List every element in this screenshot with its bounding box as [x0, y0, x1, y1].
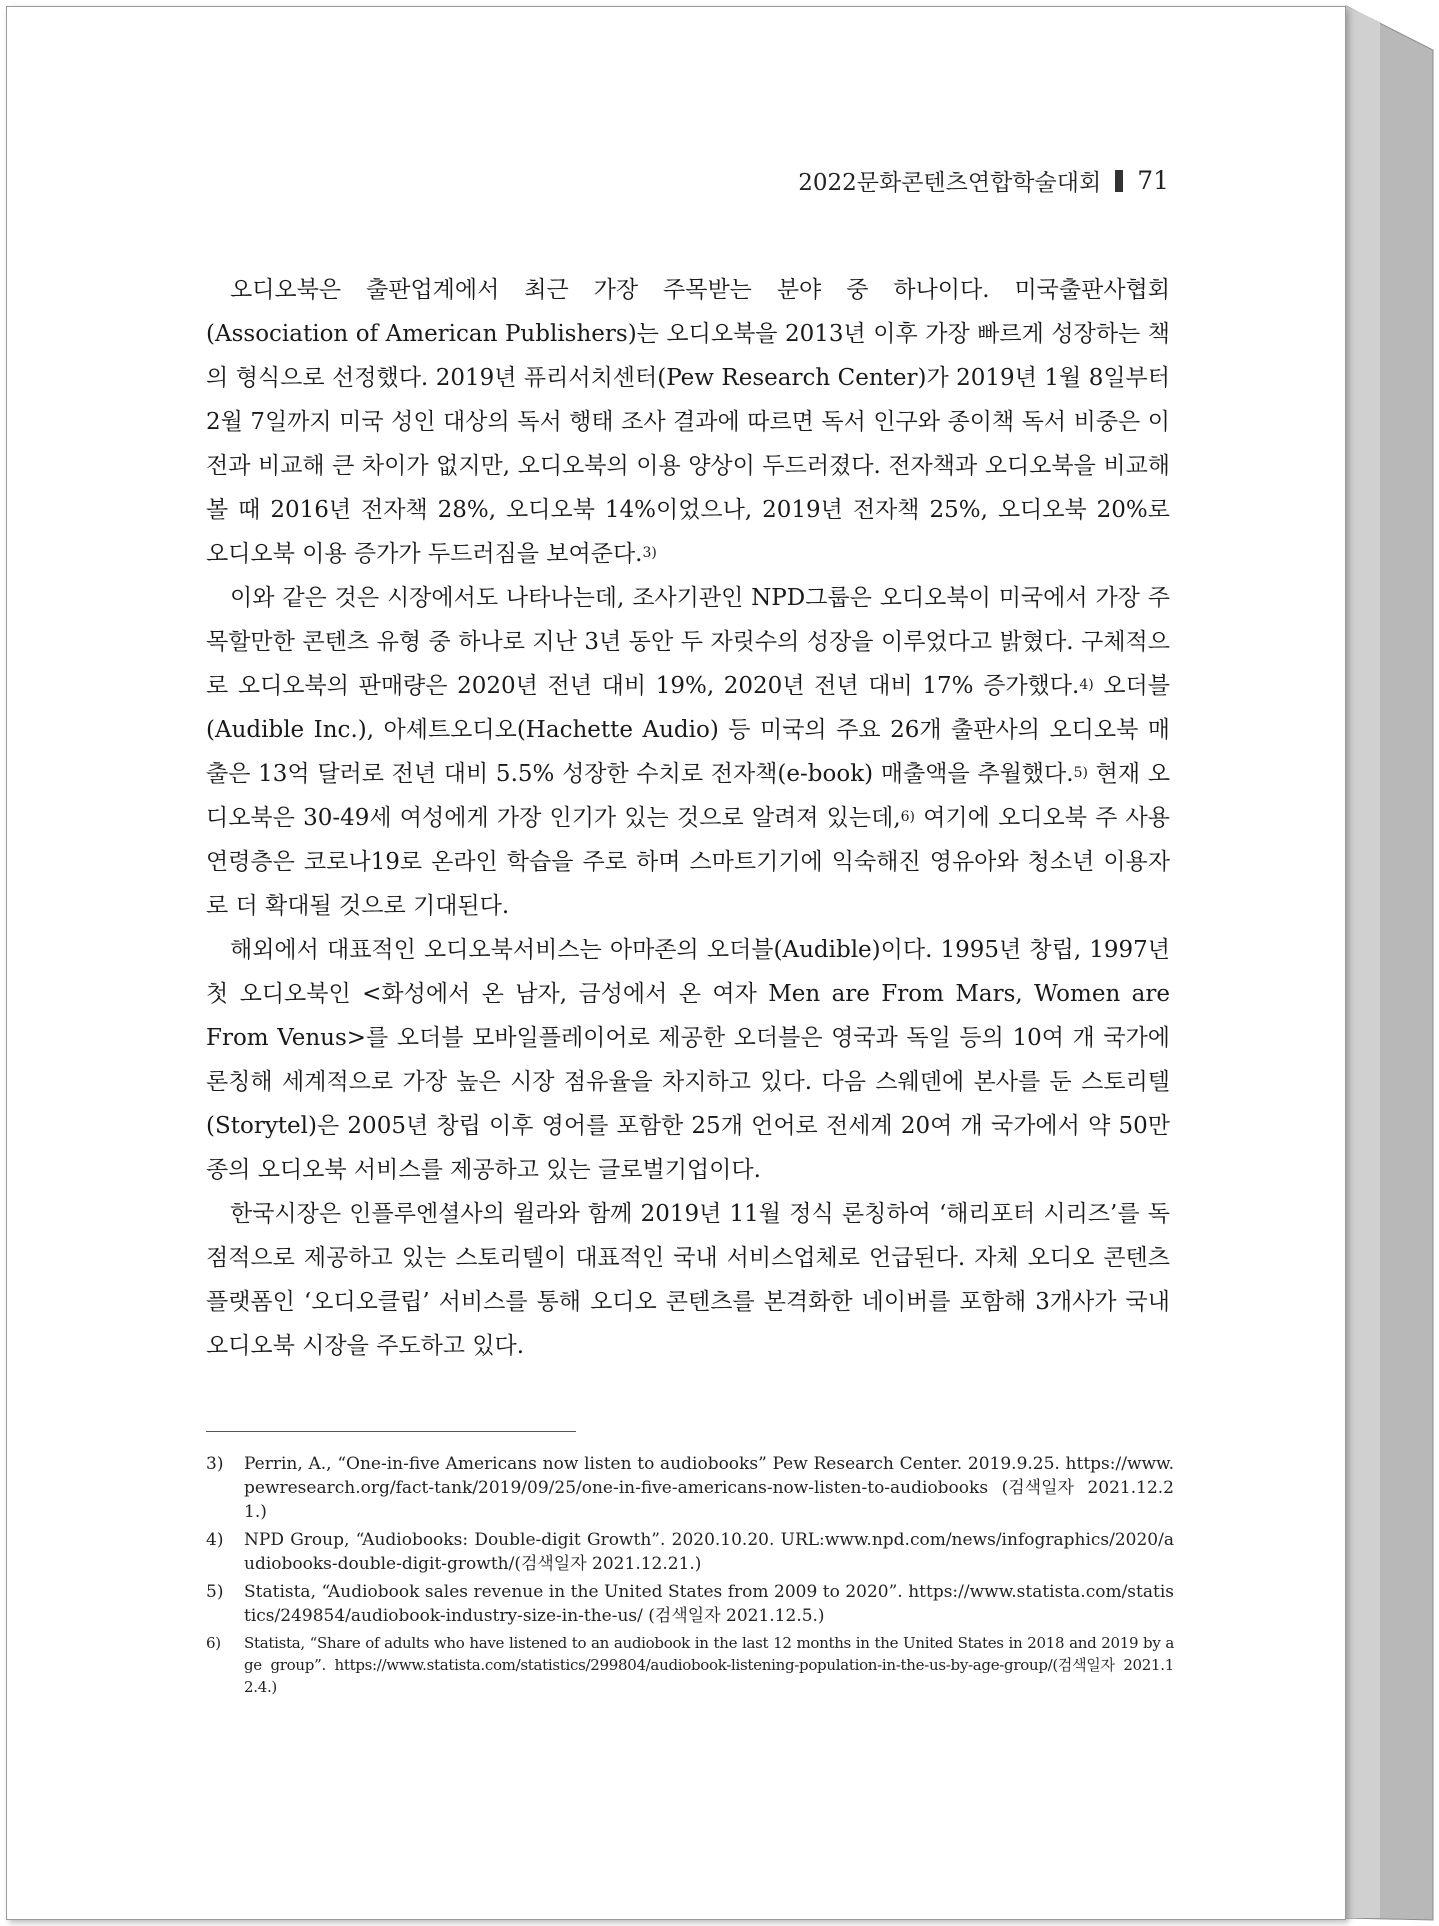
paragraph-text: 한국시장은 인플루엔셜사의 윌라와 함께 2019년 11월 정식 론칭하여 ‘해리포터 시리즈’를 독점적으로 제공하고 있는 스토리텔이 대표적인 국내 서비스업체로 언급된다. 자체 오디오 콘텐츠 플랫폼인 ‘오디오클립’ 서비스를 통해 오디오 콘텐츠를 본격화한 네이버를 포함해 3개사가 국내 오디오북 시장을 주도하고 있다.	[206, 1201, 1170, 1359]
paragraph-text: 오디오북은 출판업계에서 최근 가장 주목받는 분야 중 하나이다. 미국출판사협회(Association of American Publishers)는 오디오북을 2013년 이후 가장 빠르게 성장하는 책의 형식으로 선정했다. 2019년 퓨리서치센터(Pew Research Center)가 2019년 1월 8일부터 2월 7일까지 미국 성인 대상의 독서 행태 조사 결과에 따르면 독서 인구와 종이책 독서 비중은 이전과 비교해 큰 차이가 없지만, 오디오북의 이용 양상이 두드러졌다. 전자책과 오디오북을 비교해 볼 때 2016년 전자책 28%, 오디오북 14%이었으나, 2019년 전자책 25%, 오디오북 20%로 오디오북 이용 증가가 두드러짐을 보여준다.	[206, 277, 1170, 567]
footnote-number: 6)	[206, 1634, 221, 1652]
footnotes	[206, 1452, 1174, 1702]
paragraph	[206, 1192, 1170, 1368]
footnote	[206, 1528, 1174, 1576]
paragraph	[206, 268, 1170, 576]
paragraph-text: 여기에 오디오북 주 사용 연령층은 코로나19로 온라인 학습을 주로 하며 스마트기기에 익숙해진 영유아와 청소년 이용자로 더 확대될 것으로 기대된다.	[206, 805, 1170, 919]
paragraph	[206, 928, 1170, 1192]
running-header	[798, 164, 1169, 197]
page-number: 71	[1137, 166, 1169, 195]
footnote-text: Perrin, A., “One-in-five Americans now listen to audiobooks” Pew Research Center. 2019.9.25. https://www.pewresearch.org/fact-tank/2019/09/25/one-in-five-americans-now-listen-to-audiobooks (검색일자 2021.12.21.)	[244, 1454, 1174, 1522]
footnote-divider	[206, 1431, 576, 1432]
header-separator-bar	[1115, 170, 1123, 192]
footnote	[206, 1580, 1174, 1628]
paragraph-text: 해외에서 대표적인 오디오북서비스는 아마존의 오더블(Audible)이다. 1995년 창립, 1997년 첫 오디오북인 <화성에서 온 남자, 금성에서 온 여자 Men are From Mars, Women are From Venus>를 오더블 모바일플레이어로 제공한 오더블은 영국과 독일 등의 10여 개 국가에 론칭해 세계적으로 가장 높은 시장 점유율을 차지하고 있다. 다음 스웨덴에 본사를 둔 스토리텔(Storytel)은 2005년 창립 이후 영어를 포함한 25개 언어로 전세계 20여 개 국가에서 약 50만 종의 오디오북 서비스를 제공하고 있는 글로벌기업이다.	[206, 937, 1170, 1183]
footnote-ref[interactable]: 5)	[1073, 765, 1088, 781]
footnote	[206, 1452, 1174, 1524]
footnote-text: Statista, “Share of adults who have listened to an audiobook in the last 12 months in the United States in 2018 and 2019 by age group”. https://www.statista.com/statistics/299804/audiobook-listening-population-in-the-us-by-age-group/(검색일자 2021.12.4.)	[244, 1634, 1174, 1696]
footnote-ref[interactable]: 3)	[642, 545, 657, 561]
paragraph	[206, 576, 1170, 928]
footnote-text: NPD Group, “Audiobooks: Double-digit Growth”. 2020.10.20. URL:www.npd.com/news/infographics/2020/audiobooks-double-digit-growth/(검색일자 2021.12.21.)	[244, 1530, 1174, 1574]
paragraph-text: 현재 오디오북은 30-49세 여성에게 가장 인기가 있는 것으로 알려져 있는데,	[206, 761, 1170, 831]
footnote	[206, 1632, 1174, 1698]
body-text	[206, 268, 1170, 1368]
paragraph-text: 이와 같은 것은 시장에서도 나타나는데, 조사기관인 NPD그룹은 오디오북이 미국에서 가장 주목할만한 콘텐츠 유형 중 하나로 지난 3년 동안 두 자릿수의 성장을 이루었다고 밝혔다. 구체적으로 오디오북의 판매량은 2020년 전년 대비 19%, 2020년 전년 대비 17% 증가했다.	[206, 585, 1170, 699]
footnote-number: 5)	[206, 1582, 224, 1602]
footnote-ref[interactable]: 6)	[900, 809, 916, 825]
footnote-ref[interactable]: 4)	[1079, 677, 1094, 693]
footnote-number: 3)	[206, 1454, 224, 1474]
footnote-number: 4)	[206, 1530, 224, 1550]
running-title: 2022문화콘텐츠연합학술대회	[798, 170, 1102, 196]
paragraph-text: 오더블(Audible Inc.), 아셰트오디오(Hachette Audio) 등 미국의 주요 26개 출판사의 오디오북 매출은 13억 달러로 전년 대비 5.5% 성장한 수치로 전자책(e-book) 매출액을 추월했다.	[206, 673, 1170, 787]
footnote-text: Statista, “Audiobook sales revenue in the United States from 2009 to 2020”. https://www.statista.com/statistics/249854/audiobook-industry-size-in-the-us/ (검색일자 2021.12.5.)	[244, 1582, 1174, 1626]
